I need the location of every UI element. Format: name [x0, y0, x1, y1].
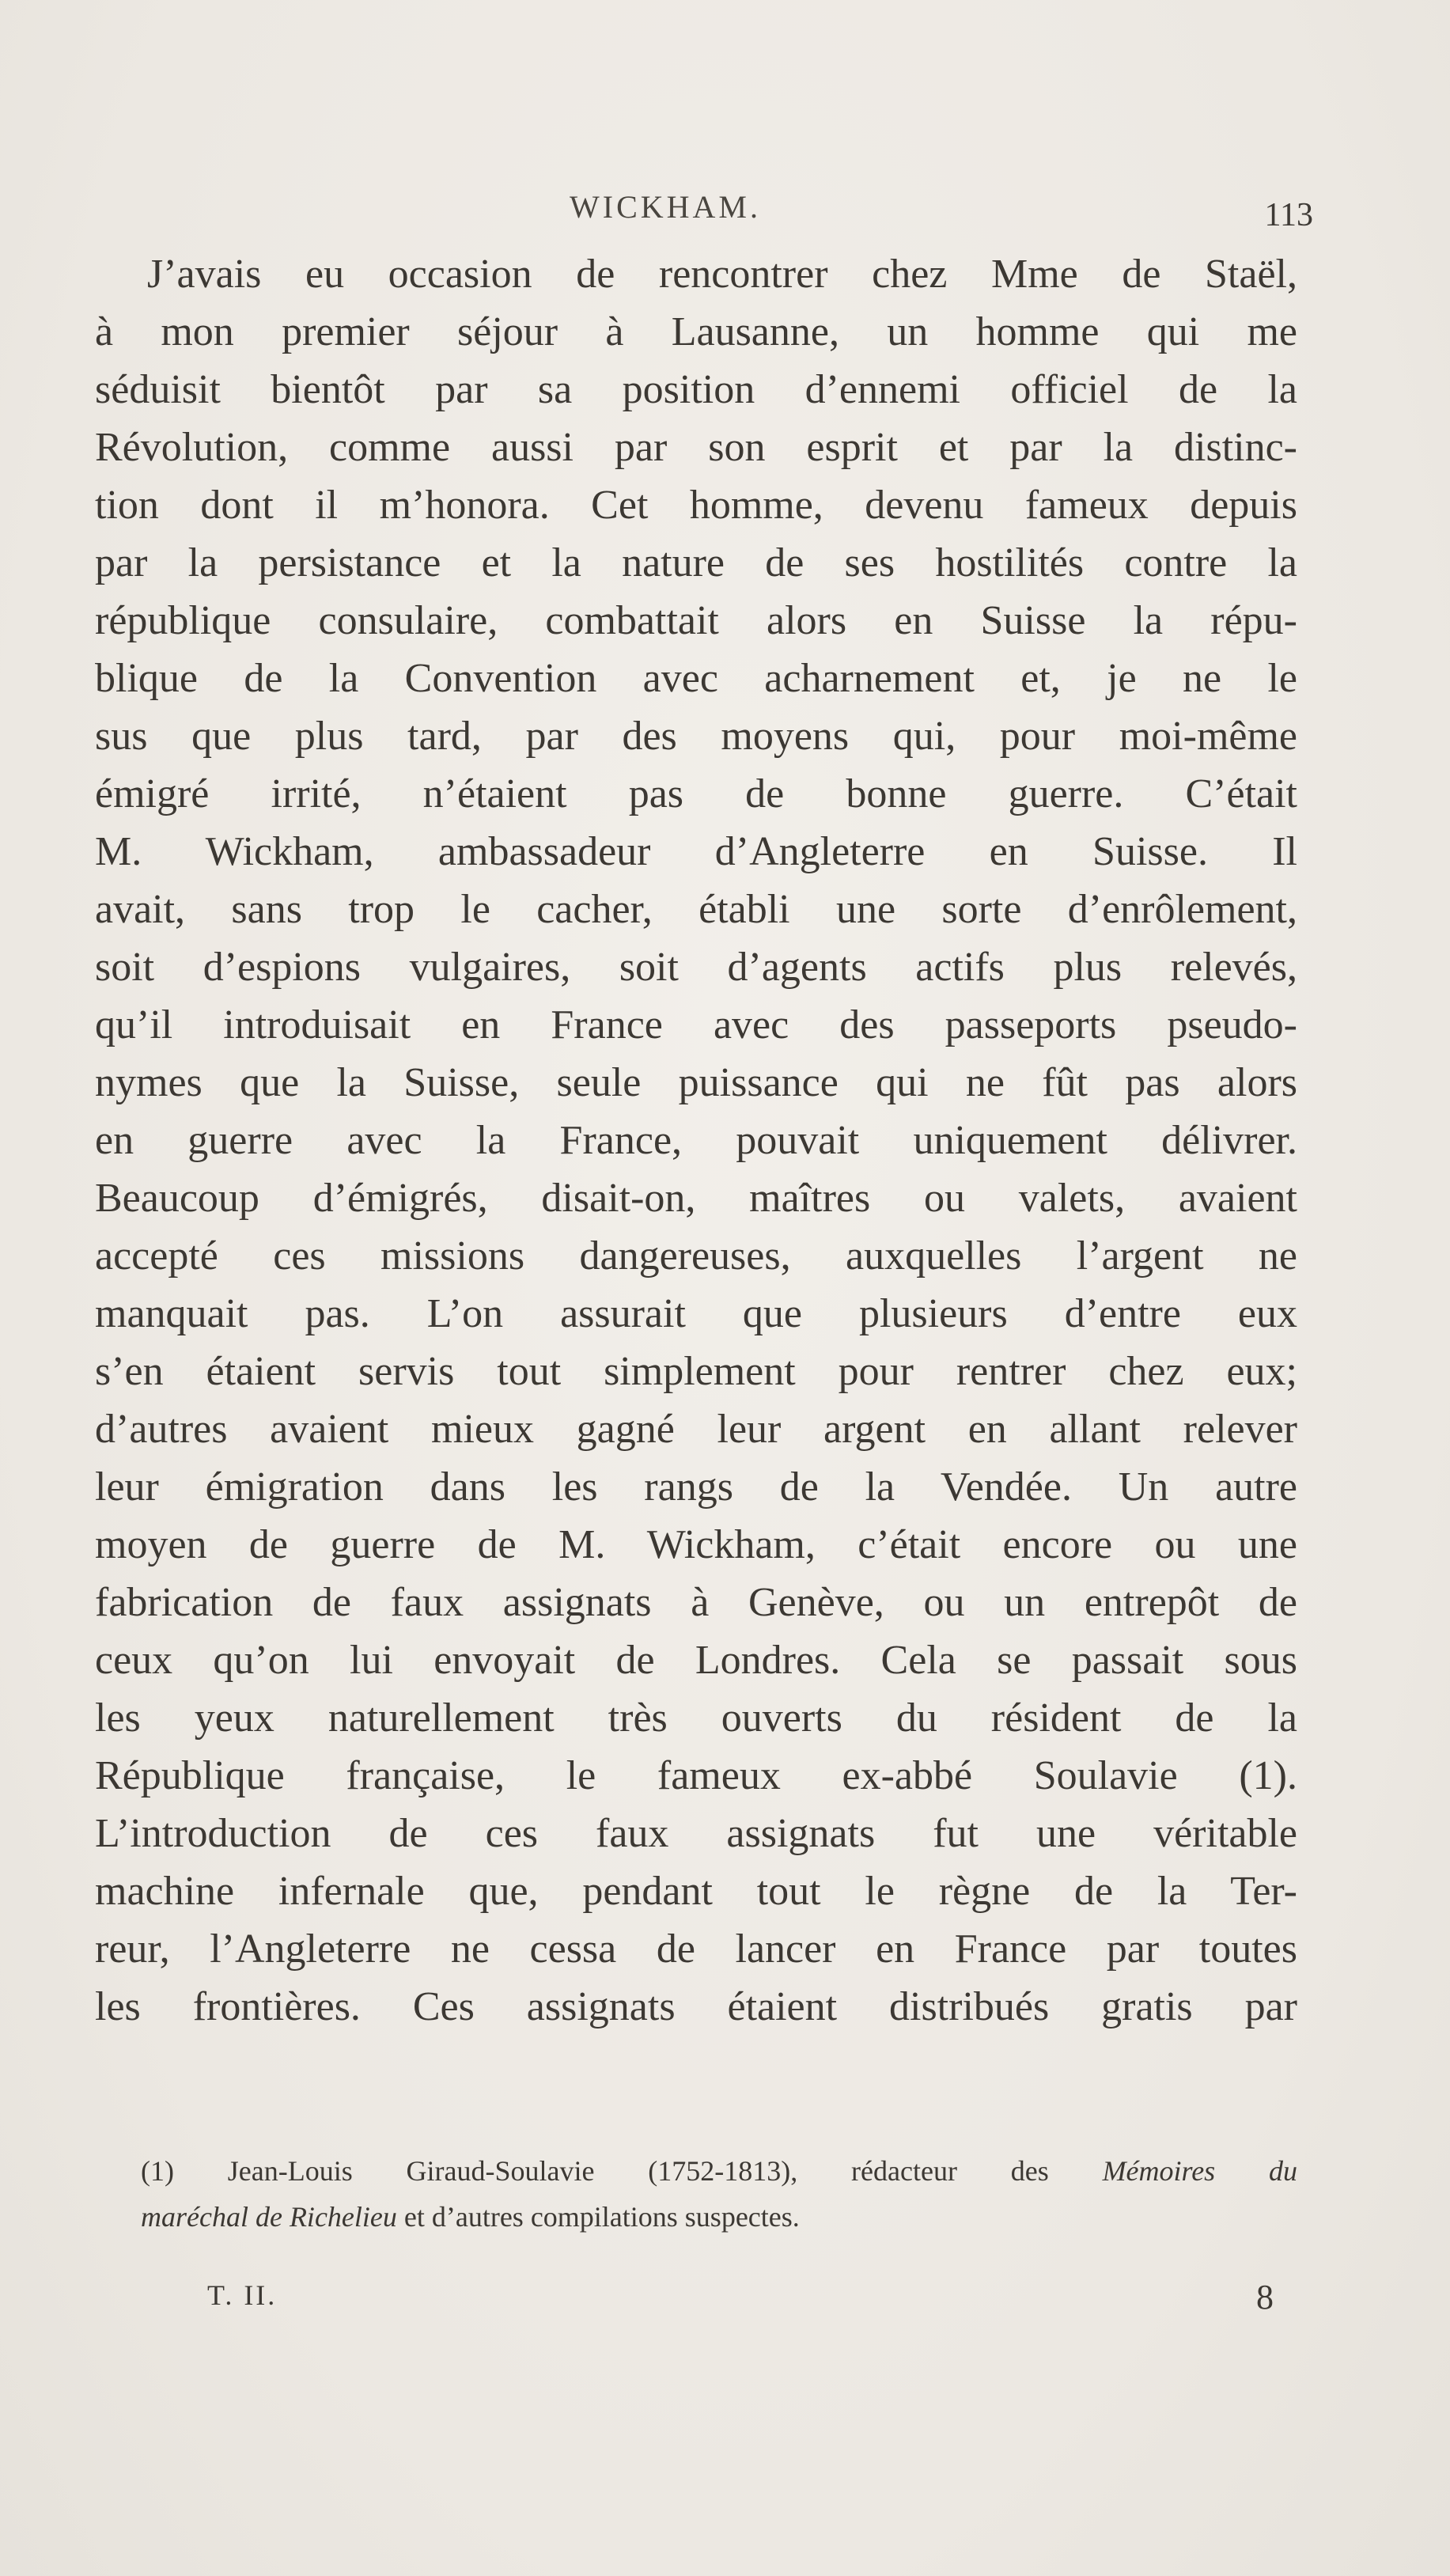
text-line: s’en étaient servis tout simplement pour rentrer chez eux;	[95, 1349, 1297, 1394]
text-line: accepté ces missions dangereuses, auxquelles l’argent ne	[95, 1233, 1297, 1279]
text-line: les yeux naturellement très ouverts du résident de la	[95, 1695, 1297, 1741]
page-number: 113	[1264, 197, 1313, 233]
text-line: émigré irrité, n’étaient pas de bonne guerre. C’était	[95, 771, 1297, 816]
text-line: ceux qu’on lui envoyait de Londres. Cela se passait sous	[95, 1638, 1297, 1683]
text-line: à mon premier séjour à Lausanne, un homme qui me	[95, 309, 1297, 354]
text-line: république consulaire, combattait alors en Suisse la répu-	[95, 598, 1297, 643]
footnote	[141, 2148, 1297, 2240]
text-line: fabrication de faux assignats à Genève, ou un entrepôt de	[95, 1580, 1297, 1625]
sheet-number: 8	[1256, 2278, 1274, 2317]
body-text	[95, 245, 1297, 2036]
text-line: moyen de guerre de M. Wickham, c’était encore ou une	[95, 1522, 1297, 1567]
text-line: J’avais eu occasion de rencontrer chez Mme de Staël,	[147, 252, 1297, 297]
volume-signature: T. II.	[207, 2279, 278, 2311]
text-line: Beaucoup d’émigrés, disait-on, maîtres ou valets, avaient	[95, 1176, 1297, 1221]
text-line: par la persistance et la nature de ses hostilités contre la	[95, 540, 1297, 585]
text-line: blique de la Convention avec acharnement et, je ne le	[95, 656, 1297, 701]
footnote-line	[141, 2148, 1297, 2194]
text-line: leur émigration dans les rangs de la Vendée. Un autre	[95, 1464, 1297, 1510]
text-line: d’autres avaient mieux gagné leur argent en allant relever	[95, 1407, 1297, 1452]
text-line: M. Wickham, ambassadeur d’Angleterre en Suisse. Il	[95, 829, 1297, 874]
text-line: sus que plus tard, par des moyens qui, pour moi-même	[95, 714, 1297, 759]
text-line: qu’il introduisait en France avec des passeports pseudo-	[95, 1002, 1297, 1047]
text-line: Révolution, comme aussi par son esprit et par la distinc-	[95, 425, 1297, 470]
text-line: en guerre avec la France, pouvait uniquement délivrer.	[95, 1118, 1297, 1163]
text-line: avait, sans trop le cacher, établi une sorte d’enrôlement,	[95, 887, 1297, 932]
text-line: République française, le fameux ex-abbé Soulavie (1).	[95, 1753, 1297, 1798]
footnote-text: et d’autres compilations suspectes.	[403, 2201, 800, 2233]
running-head	[95, 188, 1345, 236]
footnote-text: (1) Jean-Louis Giraud-Soulavie (1752-1813), rédacteur des	[141, 2155, 1049, 2187]
text-line: nymes que la Suisse, seule puissance qui ne fût pas alors	[95, 1060, 1297, 1105]
text-line: machine infernale que, pendant tout le règne de la Ter-	[95, 1869, 1297, 1914]
text-line: tion dont il m’honora. Cet homme, devenu fameux depuis	[95, 483, 1297, 528]
text-line: reur, l’Angleterre ne cessa de lancer en France par toutes	[95, 1926, 1297, 1972]
footnote-line	[141, 2194, 1297, 2240]
running-title: WICKHAM.	[570, 189, 761, 225]
text-line: les frontières. Ces assignats étaient distribués gratis par	[95, 1984, 1297, 2029]
text-line: L’introduction de ces faux assignats fut une véritable	[95, 1811, 1297, 1856]
text-line: soit d’espions vulgaires, soit d’agents actifs plus relevés,	[95, 945, 1297, 990]
footnote-italic-title: maréchal de Richelieu	[141, 2201, 397, 2233]
text-line: manquait pas. L’on assurait que plusieurs d’entre eux	[95, 1291, 1297, 1336]
footnote-italic-title: Mémoires du	[1102, 2155, 1297, 2187]
text-line: séduisit bientôt par sa position d’ennemi officiel de la	[95, 367, 1297, 412]
